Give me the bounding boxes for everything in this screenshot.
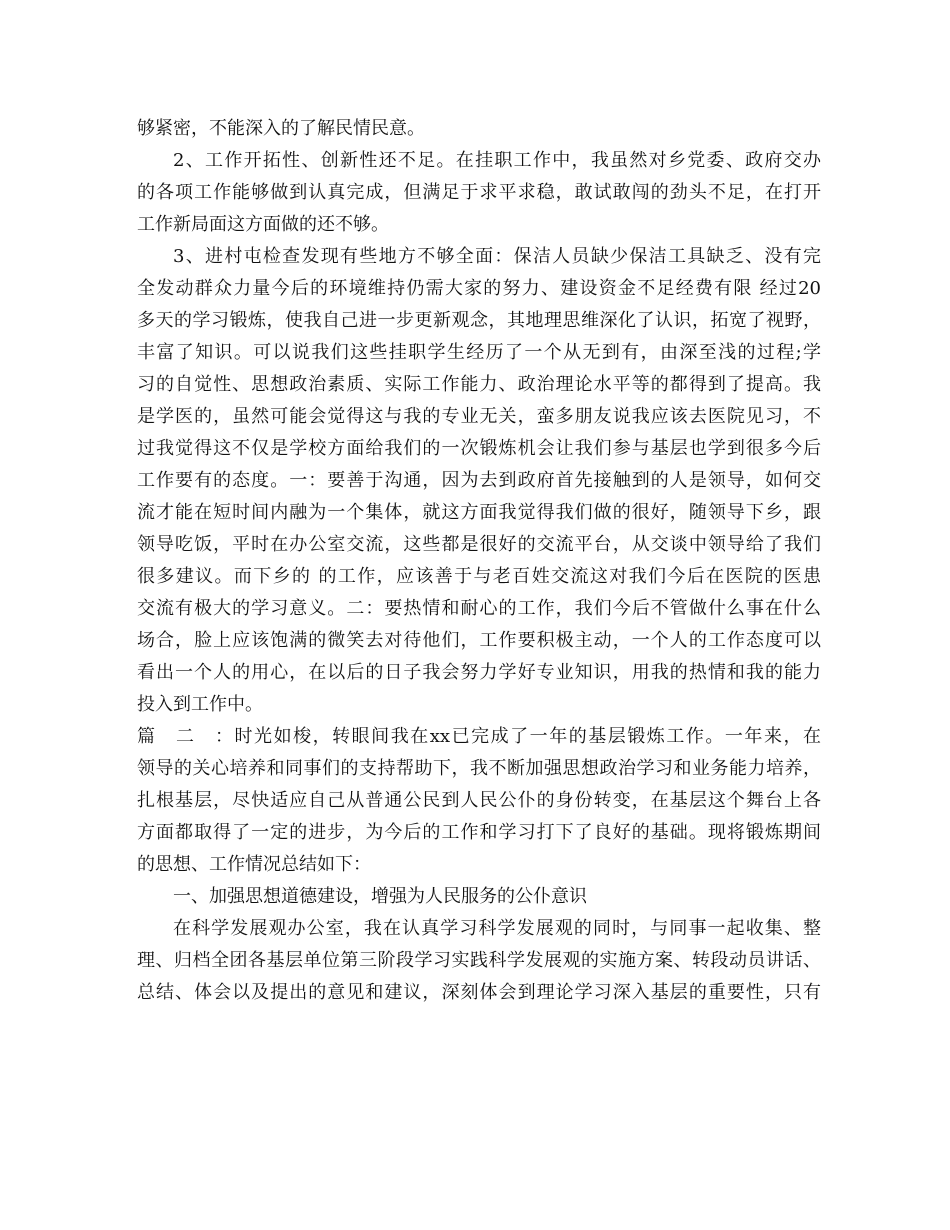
text-line: 全发动群众力量今后的环境维持仍需大家的努力、建设资金不足经费有限 经过20 [137, 278, 821, 299]
section-first-line: 时光如梭，转眼间我在xx已完成了一年的基层锻炼工作。一年来，在 [233, 726, 821, 747]
text-line: 交流有极大的学习意义。二：要热情和耐心的工作，我们今后不管做什么事在什么 [137, 598, 821, 619]
text-line: 场合，脸上应该饱满的微笑去对待他们，工作要积极主动，一个人的工作态度可以 [137, 630, 821, 651]
text-line: 过我觉得这不仅是学校方面给我们的一次锻炼机会让我们参与基层也学到很多今后 [137, 438, 821, 459]
text-line: 的思想、工作情况总结如下： [137, 854, 371, 875]
text-line: 方面都取得了一定的进步，为今后的工作和学习打下了良好的基础。现将锻炼期间 [137, 822, 821, 843]
text-line: 领导的关心培养和同事们的支持帮助下，我不断加强思想政治学习和业务能力培养， [137, 758, 821, 779]
text-line: 一、加强思想道德建设，增强为人民服务的公仆意识 [173, 886, 587, 907]
paragraph-block-1 [137, 113, 821, 721]
paragraph-block-2 [137, 753, 821, 1009]
text-line: 多天的学习锻炼，使我自己进一步更新观念，其地理思维深化了认识，拓宽了视野， [137, 310, 821, 331]
text-line: 在科学发展观办公室，我在认真学习科学发展观的同时，与同事一起收集、整 [173, 918, 821, 939]
text-line: 工作要有的态度。一：要善于沟通，因为去到政府首先接触到的人是领导，如何交 [137, 470, 821, 491]
section-label: 篇二： [137, 726, 233, 747]
text-line: 看出一个人的用心，在以后的日子我会努力学好专业知识，用我的热情和我的能力 [137, 662, 821, 683]
text-line: 3、进村屯检查发现有些地方不够全面：保洁人员缺少保洁工具缺乏、没有完 [173, 246, 821, 267]
text-line: 总结、体会以及提出的意见和建议，深刻体会到理论学习深入基层的重要性，只有 [137, 982, 821, 1003]
document-body [137, 113, 821, 1009]
text-line: 丰富了知识。可以说我们这些挂职学生经历了一个从无到有，由深至浅的过程;学 [137, 342, 821, 363]
text-line: 领导吃饭，平时在办公室交流，这些都是很好的交流平台，从交谈中领导给了我们 [137, 534, 821, 555]
text-line: 扎根基层，尽快适应自己从普通公民到人民公仆的身份转变，在基层这个舞台上各 [137, 790, 821, 811]
pian-er-line [137, 721, 821, 753]
text-line: 2、工作开拓性、创新性还不足。在挂职工作中，我虽然对乡党委、政府交办 [173, 150, 821, 171]
text-line: 的各项工作能够做到认真完成，但满足于求平求稳，敢试敢闯的劲头不足，在打开 [137, 182, 821, 203]
text-line: 是学医的，虽然可能会觉得这与我的专业无关，蛮多朋友说我应该去医院见习，不 [137, 406, 821, 427]
text-line: 流才能在短时间内融为一个集体，就这方面我觉得我们做的很好，随领导下乡，跟 [137, 502, 821, 523]
text-line: 习的自觉性、思想政治素质、实际工作能力、政治理论水平等的都得到了提高。我 [137, 374, 821, 395]
text-line: 理、归档全团各基层单位第三阶段学习实践科学发展观的实施方案、转段动员讲话、 [137, 950, 821, 971]
text-line: 工作新局面这方面做的还不够。 [137, 214, 389, 235]
text-line: 投入到工作中。 [137, 694, 263, 715]
text-line: 很多建议。而下乡的 的工作，应该善于与老百姓交流这对我们今后在医院的医患 [137, 566, 821, 587]
text-line: 够紧密，不能深入的了解民情民意。 [137, 118, 425, 139]
